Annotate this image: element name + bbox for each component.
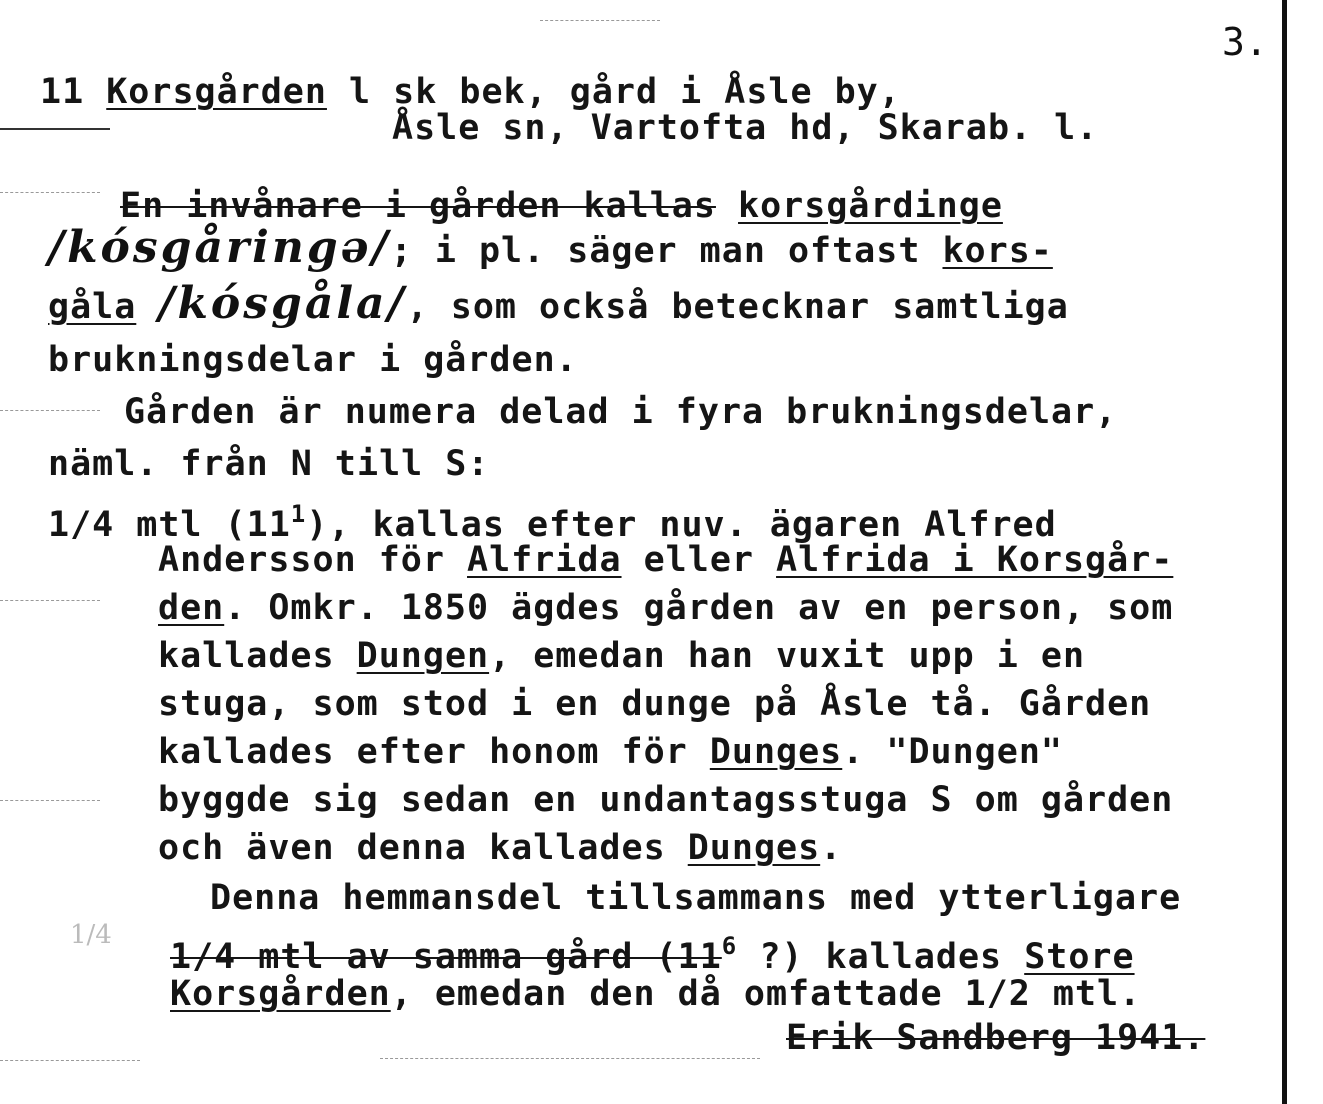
body-text: 1/4 mtl (11 <box>48 505 291 545</box>
ruled-line <box>0 1060 140 1061</box>
body-text: kallades <box>158 636 335 676</box>
name-form: Korsgården <box>170 974 391 1014</box>
body-text: . <box>820 828 843 868</box>
body-text: ; i pl. säger man oftast <box>390 231 921 271</box>
body-text: , som också betecknar samtliga <box>406 287 1069 327</box>
superscript: 1 <box>290 500 307 528</box>
body-text: , emedan den då omfattade 1/2 mtl. <box>390 974 1142 1014</box>
handwritten-phonetic: /kósgåla/ <box>158 278 407 329</box>
name-form: Dunges <box>687 828 821 868</box>
body-text: och även denna kallades <box>158 828 666 868</box>
header-text: l sk bek, gård i Åsle by, <box>349 72 901 112</box>
name-form: korsgårdinge <box>738 186 1003 226</box>
page-number: 3. <box>1222 20 1268 64</box>
body-text: Andersson för <box>158 540 445 580</box>
body-text: kallades efter honom för <box>158 732 688 772</box>
name-form: Dunges <box>709 732 843 772</box>
text-line: Gården är numera delad i fyra brukningsdelar, <box>124 392 1118 432</box>
text-line <box>48 278 1069 329</box>
signature: Erik Sandberg 1941. <box>786 1018 1206 1058</box>
text-line <box>158 732 1063 772</box>
name-form: gåla <box>48 287 137 327</box>
ruled-line <box>380 1058 760 1059</box>
ruled-line <box>0 128 110 130</box>
text-line <box>120 186 1003 226</box>
margin-note: 1/4 <box>70 920 112 950</box>
name-form: den <box>158 588 225 628</box>
name-form: Store <box>1024 937 1135 977</box>
header-line-2: Åsle sn, Vartofta hd, Skarab. l. <box>392 108 1099 148</box>
text-line: Denna hemmansdel tillsammans med ytterligare <box>210 878 1182 918</box>
body-text: . Omkr. 1850 ägdes gården av en person, som <box>224 588 1174 628</box>
ruled-line <box>0 410 100 411</box>
struck-text: 1/4 mtl av samma gård (11 <box>170 937 722 977</box>
entry-number: 11 <box>40 72 85 112</box>
text-line: brukningsdelar i gården. <box>48 340 578 380</box>
body-text: eller <box>643 540 754 580</box>
text-line: näml. från N till S: <box>48 444 490 484</box>
text-line <box>48 222 1053 273</box>
name-form: kors- <box>942 231 1053 271</box>
text-line <box>158 828 842 868</box>
text-line <box>170 974 1141 1014</box>
place-name: Korsgården <box>106 72 327 112</box>
ruled-line <box>0 600 100 601</box>
text-line: byggde sig sedan en undantagsstuga S om gården <box>158 780 1174 820</box>
text-line <box>158 540 1173 580</box>
body-text: . "Dungen" <box>842 732 1063 772</box>
name-form: Dungen <box>356 636 490 676</box>
header-line-1 <box>40 72 901 112</box>
text-line <box>48 494 1057 545</box>
name-form: Alfrida i Korsgår- <box>776 540 1174 580</box>
handwritten-phonetic: /kósgåringə/ <box>48 222 391 273</box>
ruled-line <box>0 800 100 801</box>
ruled-line <box>0 192 100 193</box>
text-line <box>170 926 1135 977</box>
ruled-line <box>540 20 660 21</box>
body-text: ), kallas efter nuv. ägaren Alfred <box>306 505 1057 545</box>
struck-text: En invånare i gården kallas <box>120 186 716 226</box>
superscript: 6 <box>721 932 738 960</box>
body-text: ?) kallades <box>737 937 1003 977</box>
name-form: Alfrida <box>467 540 622 580</box>
card-right-edge <box>1282 0 1287 1104</box>
text-line <box>158 588 1173 628</box>
text-line <box>158 636 1085 676</box>
text-line: stuga, som stod i en dunge på Åsle tå. Gården <box>158 684 1152 724</box>
body-text: , emedan han vuxit upp i en <box>489 636 1086 676</box>
